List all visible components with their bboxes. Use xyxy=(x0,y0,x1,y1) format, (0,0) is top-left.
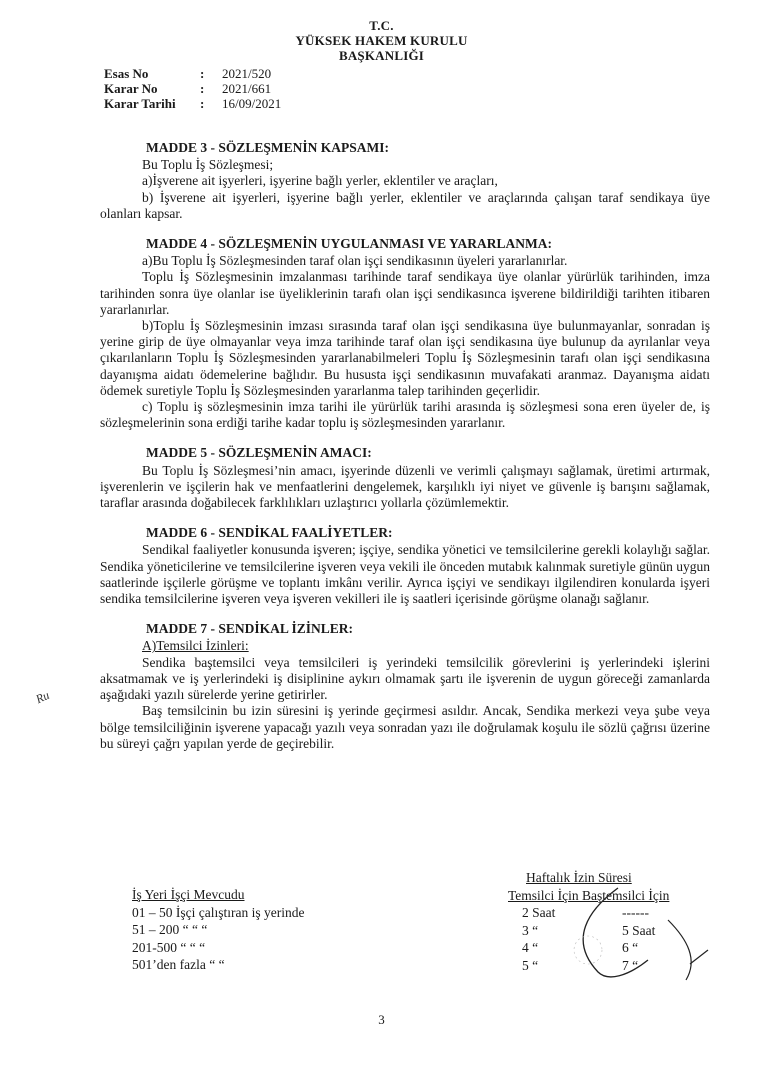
meta-value: 2021/661 xyxy=(222,81,272,96)
chief-rep-hours: ------ xyxy=(622,905,649,920)
section-madde-5 xyxy=(100,445,710,511)
section-title: MADDE 5 - SÖZLEŞMENİN AMACI: xyxy=(146,445,372,461)
table-head-workforce: İş Yeri İşçi Mevcudu xyxy=(132,887,245,902)
document-header xyxy=(0,18,763,63)
document-body xyxy=(100,140,710,766)
leave-table-right xyxy=(508,869,702,974)
page-number: 3 xyxy=(378,1012,385,1027)
paragraph: Toplu İş Sözleşmesinin imzalanması tarihinde taraf sendikaya üye olanlar yürürlük tarihinden, imza tarihinden sonra üye olanlar ise üyeliklerinin tarafı olan işçi sendikasınca işverene bildirildiği tarihten itibaren yararlanırlar. xyxy=(100,269,710,317)
paragraph: Bu Toplu İş Sözleşmesi; xyxy=(142,157,274,173)
paragraph: Sendikal faaliyetler konusunda işveren; işçiye, sendika yönetici ve temsilcilerine gerekli kolaylığı sağlar. Sendika yöneticilerine ve temsilcilerine işveren veya vekili ile önceden mutabık kalınmak suretiyle günün uygun saatlerinde işçilerle görüşme ve toplantı imkânı verilir. Ayrıca işçiyi ve sendikayı ilgilendiren konularda işyeri sendika temsilcilerine işveren veya işveren vekilleri ile iş saatleri içerisinde görüşme olanağı sağlanır. xyxy=(100,542,710,607)
meta-value: 16/09/2021 xyxy=(222,96,282,111)
section-madde-6 xyxy=(100,525,710,607)
section-title: MADDE 7 - SENDİKAL İZİNLER: xyxy=(146,621,354,637)
rep-hours: 5 “ xyxy=(522,957,539,973)
paragraph: Bu Toplu İş Sözleşmesi’nin amacı, işyerinde düzenli ve verimli çalışmayı sağlamak, üretimi artırmak, işverenlerin ve işçilerin hak ve menfaatlerini dengelemek, karşılıklı iyi niyet ve güvenle iş barışını sağlamak, taraflar arasında doğabilecek farklılıkları uzlaştırıcı yollarla çözümlemektir. xyxy=(100,462,710,511)
rep-hours: 2 Saat xyxy=(522,905,556,920)
section-madde-7 xyxy=(100,621,710,752)
leave-table-left xyxy=(132,886,304,974)
meta-key: Esas No xyxy=(104,66,149,81)
chief-rep-hours: 5 Saat xyxy=(622,922,656,938)
meta-row-karar: Karar No : 2021/661 xyxy=(104,81,272,96)
paragraph: b) İşverene ait işyerleri, işyerine bağlı yerler, eklentiler ve araçlarında çalışan taraf sendikaya üye olanları kapsar. xyxy=(100,189,710,221)
table-row: 51 – 200 “ “ “ xyxy=(132,922,208,937)
meta-key: Karar Tarihi xyxy=(104,96,176,111)
paragraph: b)Toplu İş Sözleşmesinin imzası sırasında taraf olan işçi sendikasına üye bulunmayanlar, sonradan iş yerine girip de üye olmayanlar veya imza tarihinde taraf olan işçi sendikasına üye bulunup da ayrılanlar veya çıkarılanların Toplu İş Sözleşmesinden yararlanabilmeleri Toplu İş Sözleşmesinin tarafı olan işçi sendikasına dayanışma aidatı ödemelerine bağlıdır. Bu hususta işçi sendikasının muvafakati aranmaz. Dayanışma aidatı ödemek suretiyle Toplu İş Sözleşmesinden yararlanma talep tarihinden geçerlidir. xyxy=(100,318,710,398)
table-row xyxy=(508,904,702,922)
table-row xyxy=(508,922,702,940)
case-meta xyxy=(104,66,281,111)
rep-hours: 4 “ xyxy=(522,940,539,955)
paragraph: Sendika baştemsilci veya temsilcileri iş yerindeki temsilcilik görevlerini iş yerlerindeki işlerini aksatmamak ve iş yerlerindeki iş disiplinine aykırı olmamak şartı ile işverenin de uygun göreceği zamanlarda aşağıdaki yazılı sürelerde yerine getirirler. xyxy=(100,654,710,703)
meta-key: Karar No xyxy=(104,81,158,96)
chief-rep-hours: 7 “ xyxy=(622,957,639,973)
chief-rep-hours: 6 “ xyxy=(622,940,639,955)
table-row xyxy=(508,939,702,957)
paragraph: a)İşverene ait işyerleri, işyerine bağlı yerler, eklentiler ve araçları, xyxy=(142,173,498,189)
table-head-weekly-leave: Haftalık İzin Süresi xyxy=(526,870,632,885)
table-row: 01 – 50 İşçi çalıştıran iş yerinde xyxy=(132,904,305,920)
paragraph: Baş temsilcinin bu izin süresini iş yerinde geçirmesi asıldır. Ancak, Sendika merkezi veya şube veya bölge temsilciliğinin işverene yapacağı yazılı veya sonradan yazı ile doğrulamak koşulu ile sözlü çağrısı üzerine bu süreyi çağrı yapılan yerde de geçirebilir. xyxy=(100,703,710,751)
header-tc: T.C. xyxy=(369,18,394,33)
paragraph: a)Bu Toplu İş Sözleşmesinden taraf olan işçi sendikasının üyeleri yararlanırlar. xyxy=(142,253,568,269)
meta-value: 2021/520 xyxy=(222,66,272,81)
meta-row-tarih: Karar Tarihi : 16/09/2021 xyxy=(104,96,282,111)
section-madde-3 xyxy=(100,140,710,222)
table-head-roles: Temsilci İçin Baştemsilci İçin xyxy=(508,887,670,903)
margin-initials: Ru xyxy=(33,687,52,707)
table-row: 201-500 “ “ “ xyxy=(132,939,206,955)
section-title: MADDE 6 - SENDİKAL FAALİYETLER: xyxy=(146,525,393,541)
section-title: MADDE 3 - SÖZLEŞMENİN KAPSAMI: xyxy=(146,140,390,155)
header-institution: YÜKSEK HAKEM KURULU xyxy=(295,33,468,48)
meta-row-esas: Esas No : 2021/520 xyxy=(104,66,272,81)
paragraph: c) Toplu iş sözleşmesinin imza tarihi ile yürürlük tarihi arasında iş sözleşmesi sona eren üyeler de, iş sözleşmelerinin sona erdiği tarihe kadar toplu iş sözleşmesinden yararlanır. xyxy=(100,399,710,431)
table-row xyxy=(508,957,702,975)
table-row: 501’den fazla “ “ xyxy=(132,957,225,972)
rep-hours: 3 “ xyxy=(522,922,539,938)
subsection-title: A)Temsilci İzinleri: xyxy=(142,638,249,654)
section-madde-4 xyxy=(100,236,710,431)
section-title: MADDE 4 - SÖZLEŞMENİN UYGULANMASI VE YARARLANMA: xyxy=(146,236,553,252)
header-presidency: BAŞKANLIĞI xyxy=(338,48,425,63)
